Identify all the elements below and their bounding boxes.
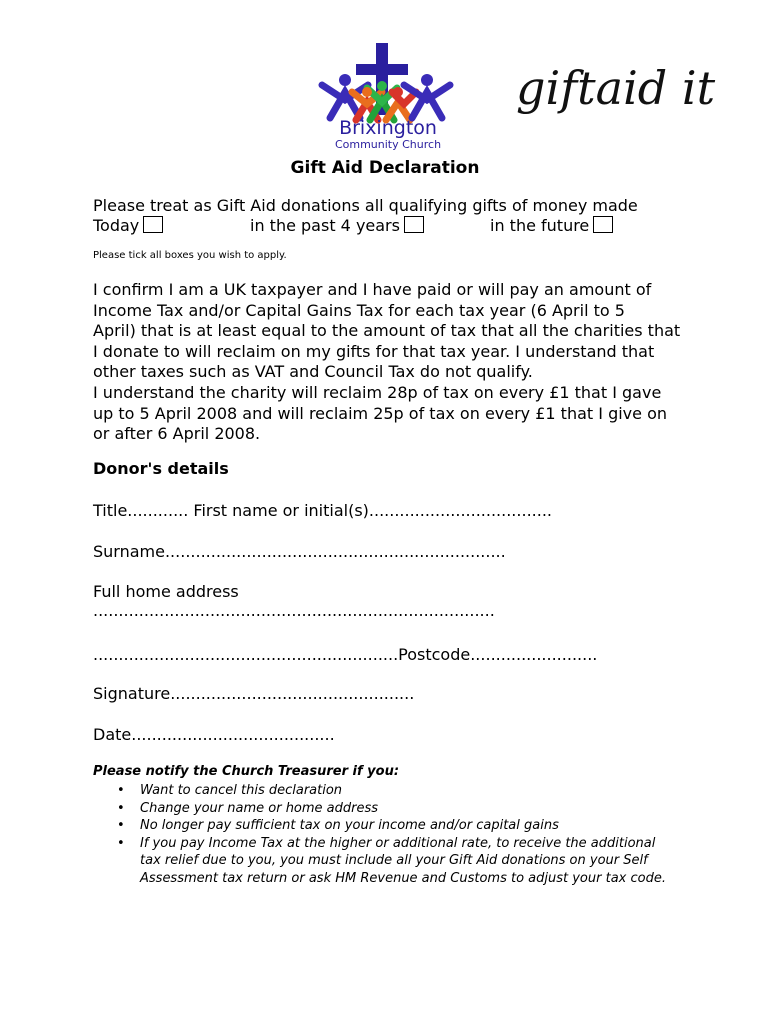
list-item: • If you pay Income Tax at the higher or additional rate, to receive the additional tax relief due to you, you must include all your Gift Aid donations on your Self Assessment tax return or ask HM Revenue and Customs to adjust your tax code. (117, 835, 677, 888)
declaration-text (93, 280, 693, 445)
declaration-line: other taxes such as VAT and Council Tax do not qualify. (93, 362, 533, 382)
declaration-line: I donate to will reclaim on my gifts for that tax year. I understand that (93, 341, 655, 361)
declaration-line: Income Tax and/or Capital Gains Tax for each tax year (6 April to 5 (93, 300, 625, 320)
date-field[interactable]: Date........................................ (93, 725, 335, 744)
declaration-line: up to 5 April 2008 and will reclaim 25p of tax on every £1 that I give on (93, 403, 667, 423)
declaration-line: I understand the charity will reclaim 28p of tax on every £1 that I gave (93, 382, 662, 402)
church-name: Brixington (339, 117, 437, 139)
list-item: • Change your name or home address (117, 800, 677, 818)
checkbox-today[interactable] (143, 216, 163, 233)
treat-line: Please treat as Gift Aid donations all qualifying gifts of money made (93, 196, 638, 215)
option-today-label: Today (93, 216, 140, 235)
option-today (93, 216, 163, 236)
option-past (250, 216, 424, 236)
tick-note: Please tick all boxes you wish to apply. (93, 250, 287, 261)
surname-field[interactable]: Surname................................................................... (93, 542, 506, 561)
option-future-label: in the future (490, 216, 590, 235)
option-past-label: in the past 4 years (250, 216, 400, 235)
giftaid-logo-text: giftaid it (516, 61, 716, 115)
list-item: • Want to cancel this declaration (117, 782, 677, 800)
donor-details-heading: Donor's details (93, 459, 229, 478)
church-subtitle: Community Church (334, 138, 442, 151)
checkbox-past-4-years[interactable] (404, 216, 424, 233)
list-item: • No longer pay sufficient tax on your income and/or capital gains (117, 817, 677, 835)
notify-list (117, 782, 677, 887)
giftaid-logo (514, 52, 729, 122)
declaration-line: April) that is at least equal to the amount of tax that all the charities that (93, 321, 681, 341)
signature-field[interactable]: Signature................................................ (93, 684, 415, 703)
page-title: Gift Aid Declaration (290, 158, 480, 178)
declaration-line: I confirm I am a UK taxpayer and I have paid or will pay an amount of (93, 280, 652, 299)
address-postcode-field[interactable]: ............................................................Postcode......................... (93, 645, 598, 664)
checkbox-future[interactable] (593, 216, 613, 233)
title-firstname-field[interactable]: Title............ First name or initial(s).................................... (93, 501, 552, 520)
option-future (490, 216, 613, 236)
declaration-line: or after 6 April 2008. (93, 424, 261, 444)
address-label: Full home address (93, 582, 239, 601)
notify-heading: Please notify the Church Treasurer if you: (93, 764, 400, 779)
address-field-line1[interactable]: ............................................................................... (93, 601, 495, 620)
